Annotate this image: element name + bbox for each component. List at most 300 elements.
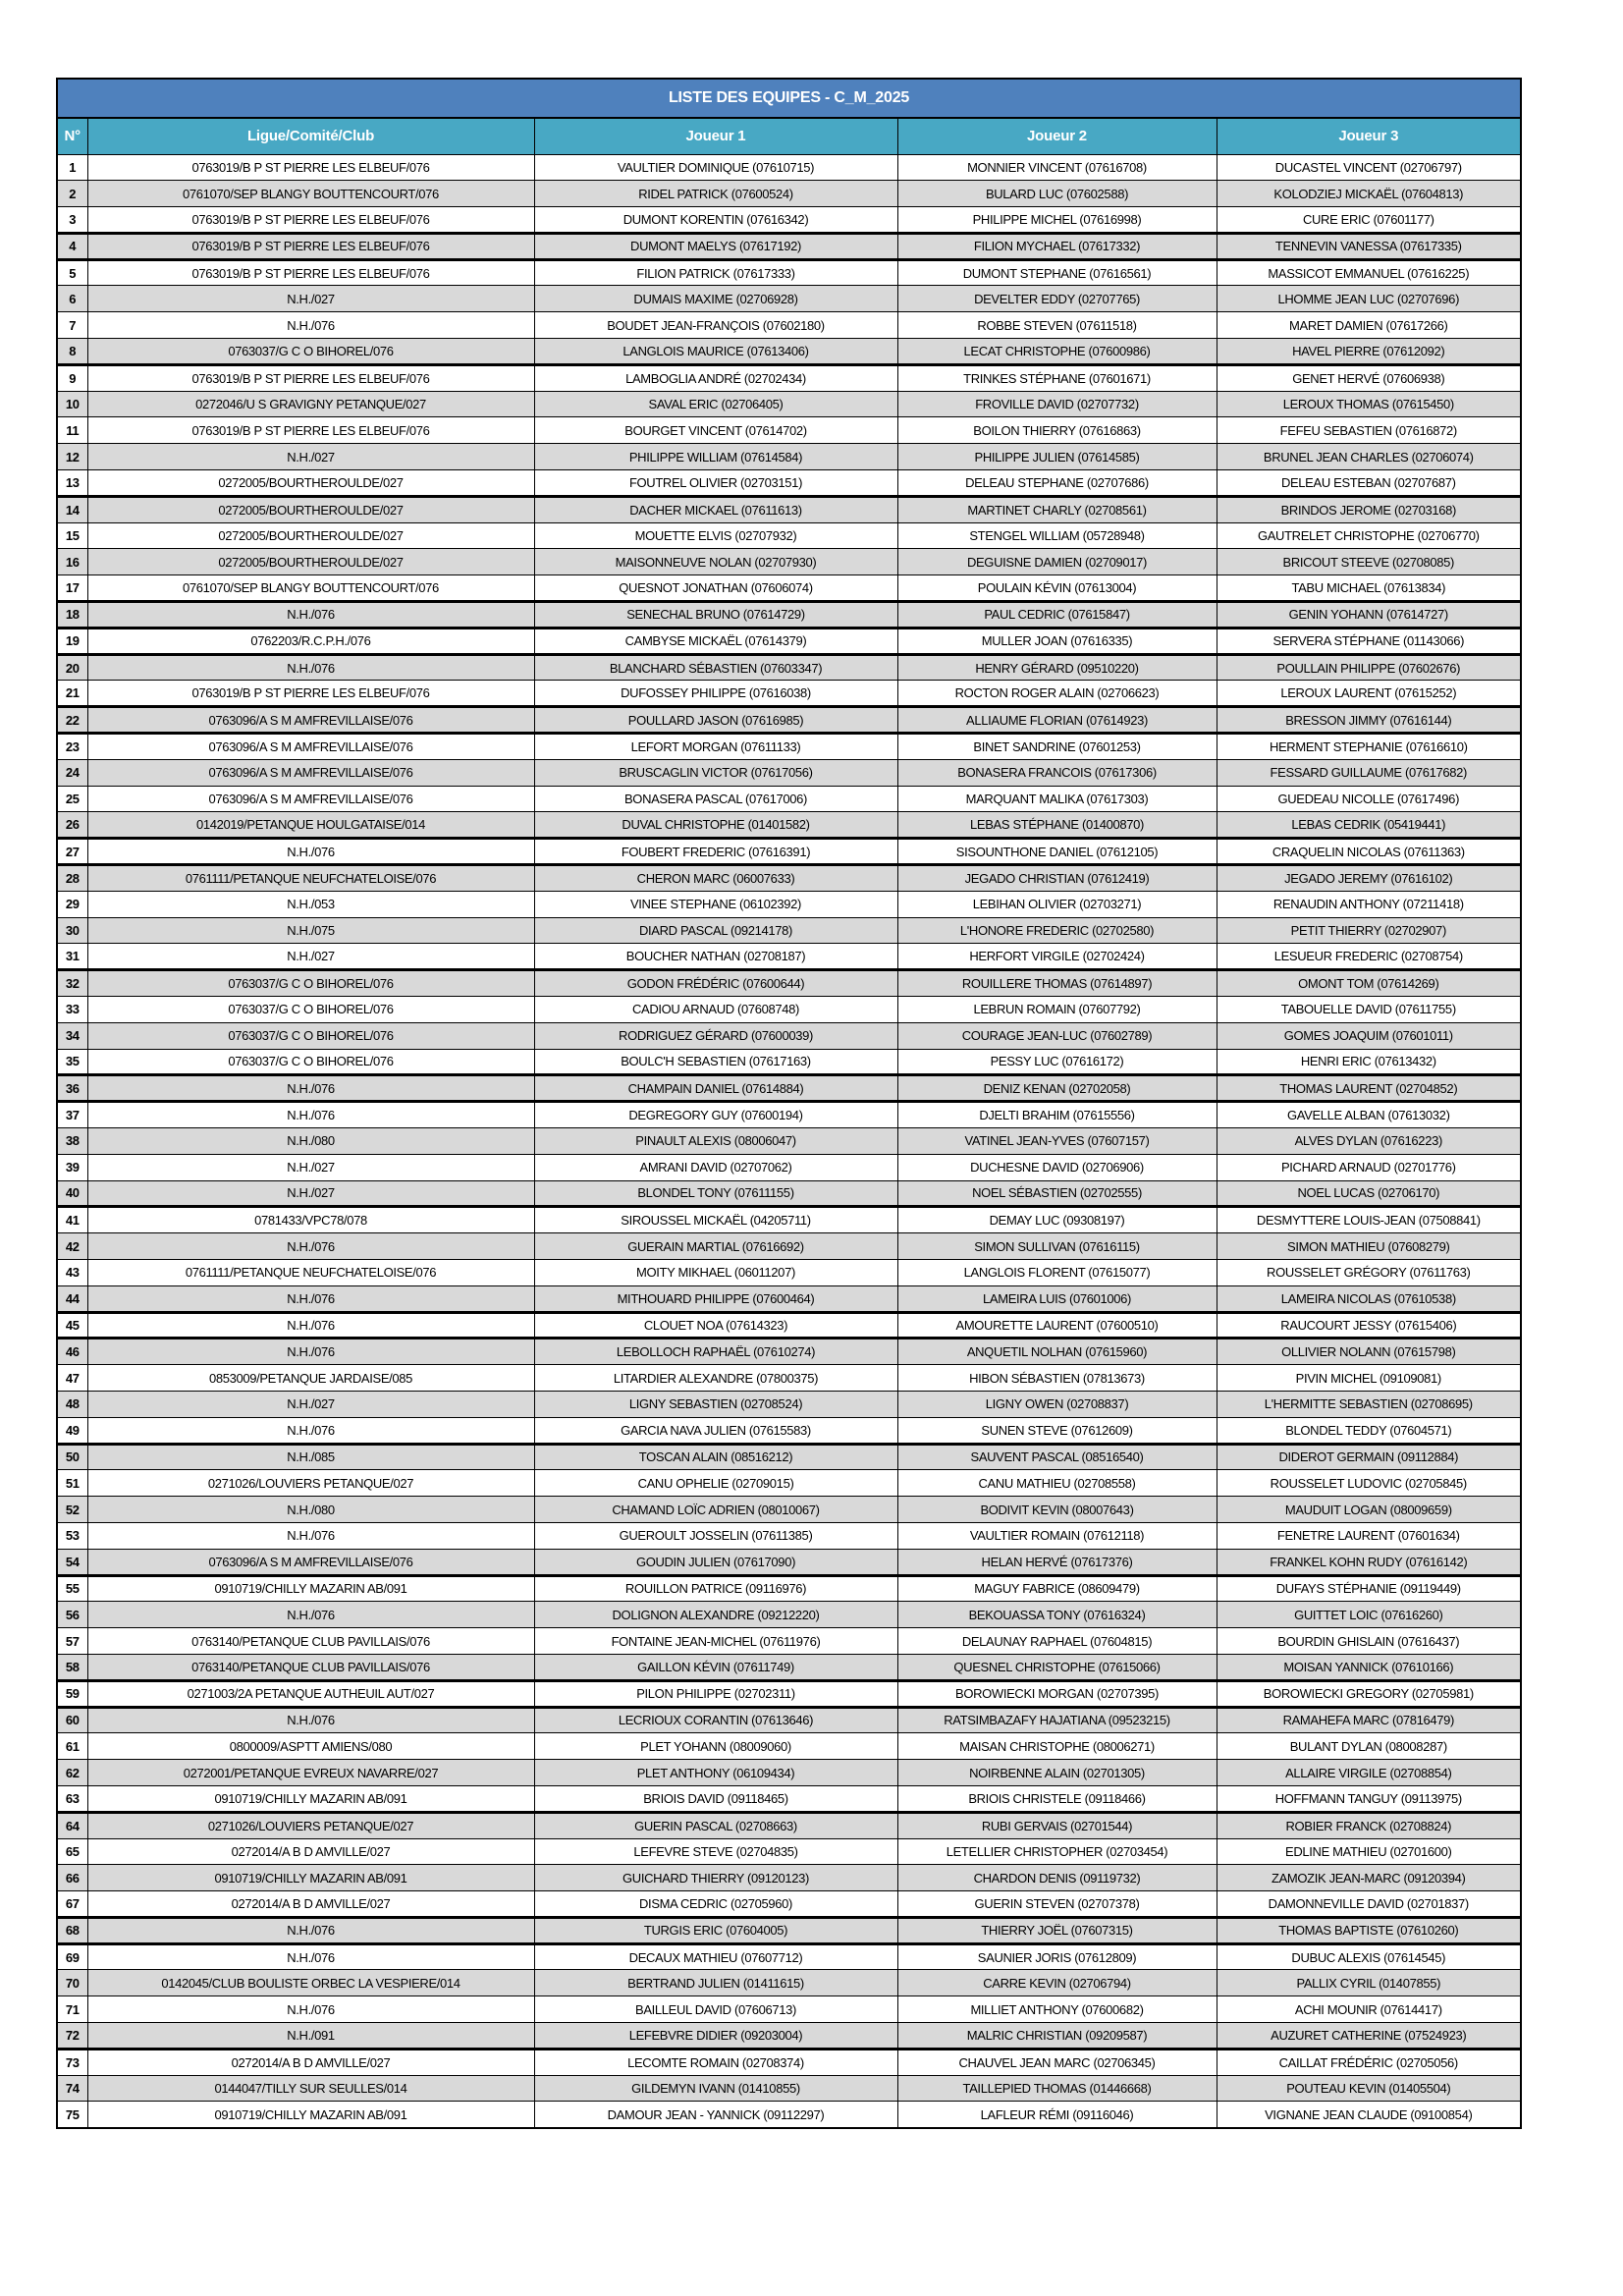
cell-club: 0763019/B P ST PIERRE LES ELBEUF/076 <box>87 259 534 286</box>
cell-joueur2: LECAT CHRISTOPHE (07600986) <box>897 339 1217 365</box>
cell-number: 46 <box>57 1339 87 1365</box>
cell-number: 55 <box>57 1575 87 1602</box>
table-row <box>57 1417 1521 1444</box>
cell-club: N.H./053 <box>87 891 534 917</box>
table-row <box>57 1522 1521 1549</box>
cell-joueur2: SAUNIER JORIS (07612809) <box>897 1943 1217 1970</box>
cell-joueur2: DELEAU STEPHANE (02707686) <box>897 470 1217 497</box>
cell-club: N.H./076 <box>87 1233 534 1260</box>
table-row <box>57 470 1521 497</box>
table-row <box>57 1154 1521 1180</box>
cell-joueur3: ROUSSELET LUDOVIC (02705845) <box>1217 1470 1521 1497</box>
cell-number: 16 <box>57 549 87 575</box>
table-row <box>57 2023 1521 2050</box>
table-row <box>57 207 1521 234</box>
cell-number: 8 <box>57 339 87 365</box>
cell-number: 14 <box>57 496 87 522</box>
cell-joueur3: TABU MICHAEL (07613834) <box>1217 575 1521 602</box>
cell-club: 0800009/ASPTT AMIENS/080 <box>87 1733 534 1760</box>
cell-club: N.H./076 <box>87 1339 534 1365</box>
table-row <box>57 1760 1521 1786</box>
cell-joueur2: ROBBE STEVEN (07611518) <box>897 312 1217 339</box>
cell-joueur1: SAVAL ERIC (02706405) <box>534 391 897 417</box>
cell-joueur3: VIGNANE JEAN CLAUDE (09100854) <box>1217 2102 1521 2128</box>
cell-joueur2: SISOUNTHONE DANIEL (07612105) <box>897 839 1217 865</box>
cell-joueur3: RENAUDIN ANTHONY (07211418) <box>1217 891 1521 917</box>
cell-joueur1: DECAUX MATHIEU (07607712) <box>534 1943 897 1970</box>
cell-club: 0763019/B P ST PIERRE LES ELBEUF/076 <box>87 417 534 444</box>
cell-club: N.H./027 <box>87 1180 534 1207</box>
cell-number: 60 <box>57 1707 87 1733</box>
cell-joueur2: BINET SANDRINE (07601253) <box>897 734 1217 760</box>
cell-joueur1: LECRIOUX CORANTIN (07613646) <box>534 1707 897 1733</box>
cell-number: 19 <box>57 628 87 654</box>
cell-joueur2: L'HONORE FREDERIC (02702580) <box>897 917 1217 944</box>
cell-joueur3: MARET DAMIEN (07617266) <box>1217 312 1521 339</box>
cell-joueur3: POULLAIN PHILIPPE (07602676) <box>1217 654 1521 681</box>
cell-joueur3: ACHI MOUNIR (07614417) <box>1217 1996 1521 2023</box>
cell-joueur3: LEBAS CEDRIK (05419441) <box>1217 812 1521 839</box>
cell-joueur1: CAMBYSE MICKAËL (07614379) <box>534 628 897 654</box>
table-row <box>57 734 1521 760</box>
cell-club: 0272046/U S GRAVIGNY PETANQUE/027 <box>87 391 534 417</box>
cell-club: 0763019/B P ST PIERRE LES ELBEUF/076 <box>87 233 534 259</box>
cell-joueur2: LEBAS STÉPHANE (01400870) <box>897 812 1217 839</box>
cell-number: 45 <box>57 1312 87 1339</box>
cell-joueur2: DEMAY LUC (09308197) <box>897 1207 1217 1233</box>
cell-joueur3: PICHARD ARNAUD (02701776) <box>1217 1154 1521 1180</box>
cell-number: 68 <box>57 1917 87 1943</box>
table-row <box>57 2102 1521 2128</box>
cell-joueur1: LEFEBVRE DIDIER (09203004) <box>534 2023 897 2050</box>
cell-joueur3: PALLIX CYRIL (01407855) <box>1217 1970 1521 1996</box>
cell-joueur2: ANQUETIL NOLHAN (07615960) <box>897 1339 1217 1365</box>
cell-number: 5 <box>57 259 87 286</box>
cell-joueur2: LAFLEUR RÉMI (09116046) <box>897 2102 1217 2128</box>
cell-joueur2: DEGUISNE DAMIEN (02709017) <box>897 549 1217 575</box>
table-row <box>57 786 1521 812</box>
table-row <box>57 891 1521 917</box>
cell-joueur2: DUCHESNE DAVID (02706906) <box>897 1154 1217 1180</box>
cell-joueur1: BLONDEL TONY (07611155) <box>534 1180 897 1207</box>
cell-joueur3: GUITTET LOIC (07616260) <box>1217 1602 1521 1628</box>
table-row <box>57 654 1521 681</box>
cell-number: 49 <box>57 1417 87 1444</box>
table-row <box>57 444 1521 470</box>
cell-number: 57 <box>57 1628 87 1655</box>
cell-number: 56 <box>57 1602 87 1628</box>
column-header-joueur1: Joueur 1 <box>534 118 897 154</box>
cell-joueur2: POULAIN KÉVIN (07613004) <box>897 575 1217 602</box>
cell-club: 0272005/BOURTHEROULDE/027 <box>87 496 534 522</box>
cell-joueur3: RAUCOURT JESSY (07615406) <box>1217 1312 1521 1339</box>
cell-club: 0761111/PETANQUE NEUFCHATELOISE/076 <box>87 1259 534 1285</box>
cell-club: 0763096/A S M AMFREVILLAISE/076 <box>87 759 534 786</box>
table-row <box>57 1180 1521 1207</box>
cell-club: N.H./076 <box>87 1996 534 2023</box>
cell-joueur1: VAULTIER DOMINIQUE (07610715) <box>534 154 897 181</box>
table-row <box>57 1207 1521 1233</box>
cell-joueur3: SERVERA STÉPHANE (01143066) <box>1217 628 1521 654</box>
cell-joueur3: BRINDOS JEROME (02703168) <box>1217 496 1521 522</box>
cell-club: 0761070/SEP BLANGY BOUTTENCOURT/076 <box>87 575 534 602</box>
table-row <box>57 2049 1521 2075</box>
cell-club: 0271003/2A PETANQUE AUTHEUIL AUT/027 <box>87 1680 534 1707</box>
cell-joueur3: AUZURET CATHERINE (07524923) <box>1217 2023 1521 2050</box>
cell-joueur3: TENNEVIN VANESSA (07617335) <box>1217 233 1521 259</box>
cell-number: 18 <box>57 602 87 629</box>
cell-joueur1: GARCIA NAVA JULIEN (07615583) <box>534 1417 897 1444</box>
cell-joueur2: PHILIPPE JULIEN (07614585) <box>897 444 1217 470</box>
cell-joueur2: DELAUNAY RAPHAEL (07604815) <box>897 1628 1217 1655</box>
cell-club: N.H./076 <box>87 1943 534 1970</box>
cell-joueur2: MARTINET CHARLY (02708561) <box>897 496 1217 522</box>
cell-club: N.H./076 <box>87 1417 534 1444</box>
cell-joueur2: SIMON SULLIVAN (07616115) <box>897 1233 1217 1260</box>
cell-joueur3: GENET HERVÉ (07606938) <box>1217 364 1521 391</box>
cell-number: 54 <box>57 1549 87 1575</box>
cell-joueur1: FONTAINE JEAN-MICHEL (07611976) <box>534 1628 897 1655</box>
cell-club: N.H./076 <box>87 654 534 681</box>
cell-number: 43 <box>57 1259 87 1285</box>
cell-club: 0910719/CHILLY MAZARIN AB/091 <box>87 1575 534 1602</box>
cell-joueur2: QUESNEL CHRISTOPHE (07615066) <box>897 1654 1217 1680</box>
cell-joueur2: TAILLEPIED THOMAS (01446668) <box>897 2075 1217 2102</box>
table-row <box>57 1812 1521 1838</box>
cell-number: 2 <box>57 181 87 207</box>
cell-joueur3: LESUEUR FREDERIC (02708754) <box>1217 944 1521 970</box>
cell-number: 51 <box>57 1470 87 1497</box>
cell-number: 50 <box>57 1444 87 1470</box>
cell-joueur2: CHAUVEL JEAN MARC (02706345) <box>897 2049 1217 2075</box>
cell-joueur1: LAMBOGLIA ANDRÉ (02702434) <box>534 364 897 391</box>
table-row <box>57 1838 1521 1865</box>
cell-joueur3: FESSARD GUILLAUME (07617682) <box>1217 759 1521 786</box>
table-row <box>57 286 1521 312</box>
cell-number: 6 <box>57 286 87 312</box>
cell-joueur3: FENETRE LAURENT (07601634) <box>1217 1522 1521 1549</box>
cell-joueur3: TABOUELLE DAVID (07611755) <box>1217 997 1521 1023</box>
cell-joueur1: PHILIPPE WILLIAM (07614584) <box>534 444 897 470</box>
cell-joueur1: AMRANI DAVID (02707062) <box>534 1154 897 1180</box>
cell-joueur3: MOISAN YANNICK (07610166) <box>1217 1654 1521 1680</box>
cell-joueur1: GILDEMYN IVANN (01410855) <box>534 2075 897 2102</box>
cell-joueur2: STENGEL WILLIAM (05728948) <box>897 522 1217 549</box>
cell-joueur1: MITHOUARD PHILIPPE (07600464) <box>534 1285 897 1312</box>
cell-joueur1: LECOMTE ROMAIN (02708374) <box>534 2049 897 2075</box>
cell-joueur1: BOUCHER NATHAN (02708187) <box>534 944 897 970</box>
cell-number: 39 <box>57 1154 87 1180</box>
table-row <box>57 1339 1521 1365</box>
table-row <box>57 917 1521 944</box>
table-row <box>57 944 1521 970</box>
cell-joueur3: LHOMME JEAN LUC (02707696) <box>1217 286 1521 312</box>
table-row <box>57 233 1521 259</box>
cell-number: 63 <box>57 1785 87 1812</box>
cell-joueur2: AMOURETTE LAURENT (07600510) <box>897 1312 1217 1339</box>
cell-club: 0762203/R.C.P.H./076 <box>87 628 534 654</box>
table-row <box>57 681 1521 707</box>
cell-number: 66 <box>57 1865 87 1891</box>
cell-joueur2: COURAGE JEAN-LUC (07602789) <box>897 1022 1217 1049</box>
cell-club: 0763037/G C O BIHOREL/076 <box>87 1049 534 1075</box>
cell-club: N.H./076 <box>87 602 534 629</box>
cell-joueur2: MULLER JOAN (07616335) <box>897 628 1217 654</box>
cell-club: 0144047/TILLY SUR SEULLES/014 <box>87 2075 534 2102</box>
cell-joueur2: LETELLIER CHRISTOPHER (02703454) <box>897 1838 1217 1865</box>
cell-joueur3: ALVES DYLAN (07616223) <box>1217 1127 1521 1154</box>
cell-joueur3: PIVIN MICHEL (09109081) <box>1217 1365 1521 1392</box>
cell-joueur3: MAUDUIT LOGAN (08009659) <box>1217 1497 1521 1523</box>
cell-number: 26 <box>57 812 87 839</box>
table-row <box>57 1654 1521 1680</box>
cell-joueur2: DUMONT STEPHANE (07616561) <box>897 259 1217 286</box>
cell-joueur3: JEGADO JEREMY (07616102) <box>1217 865 1521 892</box>
cell-number: 40 <box>57 1180 87 1207</box>
cell-joueur1: ROUILLON PATRICE (09116976) <box>534 1575 897 1602</box>
cell-club: N.H./076 <box>87 839 534 865</box>
cell-number: 37 <box>57 1102 87 1128</box>
cell-joueur2: FROVILLE DAVID (02707732) <box>897 391 1217 417</box>
cell-joueur3: BRUNEL JEAN CHARLES (02706074) <box>1217 444 1521 470</box>
table-row <box>57 1733 1521 1760</box>
cell-joueur3: BRESSON JIMMY (07616144) <box>1217 707 1521 734</box>
table-row <box>57 181 1521 207</box>
cell-club: 0142045/CLUB BOULISTE ORBEC LA VESPIERE/014 <box>87 1970 534 1996</box>
cell-club: N.H./080 <box>87 1497 534 1523</box>
cell-joueur1: PINAULT ALEXIS (08006047) <box>534 1127 897 1154</box>
cell-joueur3: ZAMOZIK JEAN-MARC (09120394) <box>1217 1865 1521 1891</box>
cell-club: 0763096/A S M AMFREVILLAISE/076 <box>87 1549 534 1575</box>
cell-number: 1 <box>57 154 87 181</box>
cell-joueur2: CHARDON DENIS (09119732) <box>897 1865 1217 1891</box>
cell-joueur1: DUVAL CHRISTOPHE (01401582) <box>534 812 897 839</box>
cell-joueur3: HAVEL PIERRE (07612092) <box>1217 339 1521 365</box>
cell-joueur3: GENIN YOHANN (07614727) <box>1217 602 1521 629</box>
cell-number: 10 <box>57 391 87 417</box>
cell-joueur1: PILON PHILIPPE (02702311) <box>534 1680 897 1707</box>
cell-number: 62 <box>57 1760 87 1786</box>
cell-club: 0763037/G C O BIHOREL/076 <box>87 339 534 365</box>
table-row <box>57 1707 1521 1733</box>
cell-number: 3 <box>57 207 87 234</box>
cell-number: 21 <box>57 681 87 707</box>
cell-joueur2: BOROWIECKI MORGAN (02707395) <box>897 1680 1217 1707</box>
cell-number: 38 <box>57 1127 87 1154</box>
cell-joueur2: DENIZ KENAN (02702058) <box>897 1075 1217 1102</box>
cell-club: 0761070/SEP BLANGY BOUTTENCOURT/076 <box>87 181 534 207</box>
cell-joueur1: GODON FRÉDÉRIC (07600644) <box>534 970 897 997</box>
cell-joueur1: DACHER MICKAEL (07611613) <box>534 496 897 522</box>
cell-joueur1: CLOUET NOA (07614323) <box>534 1312 897 1339</box>
cell-joueur1: QUESNOT JONATHAN (07606074) <box>534 575 897 602</box>
sheet <box>56 78 1520 2129</box>
cell-joueur3: POUTEAU KEVIN (01405504) <box>1217 2075 1521 2102</box>
table-row <box>57 1285 1521 1312</box>
cell-club: N.H./091 <box>87 2023 534 2050</box>
cell-club: N.H./080 <box>87 1127 534 1154</box>
cell-joueur1: BAILLEUL DAVID (07606713) <box>534 1996 897 2023</box>
table-row <box>57 628 1521 654</box>
cell-joueur1: PLET ANTHONY (06109434) <box>534 1760 897 1786</box>
cell-number: 34 <box>57 1022 87 1049</box>
cell-joueur1: LEFORT MORGAN (07611133) <box>534 734 897 760</box>
team-table <box>56 78 1522 2129</box>
table-row <box>57 259 1521 286</box>
cell-number: 12 <box>57 444 87 470</box>
column-header-joueur3: Joueur 3 <box>1217 118 1521 154</box>
cell-joueur1: LANGLOIS MAURICE (07613406) <box>534 339 897 365</box>
cell-number: 13 <box>57 470 87 497</box>
cell-number: 52 <box>57 1497 87 1523</box>
cell-joueur2: THIERRY JOËL (07607315) <box>897 1917 1217 1943</box>
cell-joueur2: HELAN HERVÉ (07617376) <box>897 1549 1217 1575</box>
cell-joueur2: MARQUANT MALIKA (07617303) <box>897 786 1217 812</box>
cell-number: 28 <box>57 865 87 892</box>
cell-joueur3: DELEAU ESTEBAN (02707687) <box>1217 470 1521 497</box>
cell-joueur1: MOUETTE ELVIS (02707932) <box>534 522 897 549</box>
cell-joueur3: FEFEU SEBASTIEN (07616872) <box>1217 417 1521 444</box>
cell-number: 23 <box>57 734 87 760</box>
table-row <box>57 417 1521 444</box>
table-row <box>57 1444 1521 1470</box>
cell-joueur3: BULANT DYLAN (08008287) <box>1217 1733 1521 1760</box>
table-row <box>57 1470 1521 1497</box>
cell-number: 47 <box>57 1365 87 1392</box>
cell-joueur1: BERTRAND JULIEN (01411615) <box>534 1970 897 1996</box>
cell-joueur2: HERFORT VIRGILE (02702424) <box>897 944 1217 970</box>
table-row <box>57 602 1521 629</box>
cell-joueur2: LEBIHAN OLIVIER (02703271) <box>897 891 1217 917</box>
cell-joueur1: BRUSCAGLIN VICTOR (07617056) <box>534 759 897 786</box>
cell-joueur1: GUERIN PASCAL (02708663) <box>534 1812 897 1838</box>
cell-joueur2: MAISAN CHRISTOPHE (08006271) <box>897 1733 1217 1760</box>
cell-club: 0761111/PETANQUE NEUFCHATELOISE/076 <box>87 865 534 892</box>
cell-joueur2: BONASERA FRANCOIS (07617306) <box>897 759 1217 786</box>
cell-club: 0763037/G C O BIHOREL/076 <box>87 970 534 997</box>
cell-joueur1: FOUBERT FREDERIC (07616391) <box>534 839 897 865</box>
table-row <box>57 1259 1521 1285</box>
cell-club: 0763019/B P ST PIERRE LES ELBEUF/076 <box>87 364 534 391</box>
cell-club: 0763140/PETANQUE CLUB PAVILLAIS/076 <box>87 1628 534 1655</box>
table-row <box>57 812 1521 839</box>
cell-joueur2: SAUVENT PASCAL (08516540) <box>897 1444 1217 1470</box>
cell-joueur3: GAVELLE ALBAN (07613032) <box>1217 1102 1521 1128</box>
cell-joueur3: OLLIVIER NOLANN (07615798) <box>1217 1339 1521 1365</box>
cell-number: 25 <box>57 786 87 812</box>
cell-joueur1: SIROUSSEL MICKAËL (04205711) <box>534 1207 897 1233</box>
cell-number: 58 <box>57 1654 87 1680</box>
table-row <box>57 839 1521 865</box>
cell-joueur1: GUICHARD THIERRY (09120123) <box>534 1865 897 1891</box>
table-row <box>57 970 1521 997</box>
cell-joueur1: DOLIGNON ALEXANDRE (09212220) <box>534 1602 897 1628</box>
cell-number: 74 <box>57 2075 87 2102</box>
cell-joueur2: MILLIET ANTHONY (07600682) <box>897 1996 1217 2023</box>
cell-number: 29 <box>57 891 87 917</box>
cell-joueur3: ROBIER FRANCK (02708824) <box>1217 1812 1521 1838</box>
table-row <box>57 154 1521 181</box>
cell-joueur2: BULARD LUC (07602588) <box>897 181 1217 207</box>
cell-joueur3: BRICOUT STEEVE (02708085) <box>1217 549 1521 575</box>
cell-joueur2: MALRIC CHRISTIAN (09209587) <box>897 2023 1217 2050</box>
cell-joueur3: ALLAIRE VIRGILE (02708854) <box>1217 1760 1521 1786</box>
cell-joueur3: RAMAHEFA MARC (07816479) <box>1217 1707 1521 1733</box>
cell-number: 27 <box>57 839 87 865</box>
cell-joueur1: DIARD PASCAL (09214178) <box>534 917 897 944</box>
team-table-body <box>57 154 1521 2128</box>
cell-club: 0910719/CHILLY MAZARIN AB/091 <box>87 2102 534 2128</box>
column-header-number: N° <box>57 118 87 154</box>
cell-joueur3: HENRI ERIC (07613432) <box>1217 1049 1521 1075</box>
cell-joueur1: FOUTREL OLIVIER (02703151) <box>534 470 897 497</box>
cell-joueur3: GAUTRELET CHRISTOPHE (02706770) <box>1217 522 1521 549</box>
cell-club: 0853009/PETANQUE JARDAISE/085 <box>87 1365 534 1392</box>
cell-joueur3: BLONDEL TEDDY (07604571) <box>1217 1417 1521 1444</box>
table-row <box>57 1917 1521 1943</box>
table-row <box>57 1365 1521 1392</box>
table-row <box>57 364 1521 391</box>
table-row <box>57 1022 1521 1049</box>
cell-number: 65 <box>57 1838 87 1865</box>
cell-club: N.H./027 <box>87 1154 534 1180</box>
cell-number: 20 <box>57 654 87 681</box>
cell-number: 64 <box>57 1812 87 1838</box>
table-row <box>57 1312 1521 1339</box>
table-row <box>57 1628 1521 1655</box>
cell-joueur1: SENECHAL BRUNO (07614729) <box>534 602 897 629</box>
cell-joueur2: MAGUY FABRICE (08609479) <box>897 1575 1217 1602</box>
cell-joueur3: CRAQUELIN NICOLAS (07611363) <box>1217 839 1521 865</box>
table-row <box>57 1996 1521 2023</box>
cell-joueur3: GUEDEAU NICOLLE (07617496) <box>1217 786 1521 812</box>
cell-joueur2: DJELTI BRAHIM (07615556) <box>897 1102 1217 1128</box>
cell-joueur2: CANU MATHIEU (02708558) <box>897 1470 1217 1497</box>
table-row <box>57 759 1521 786</box>
cell-joueur3: MASSICOT EMMANUEL (07616225) <box>1217 259 1521 286</box>
cell-club: N.H./027 <box>87 1391 534 1417</box>
cell-club: N.H./076 <box>87 1285 534 1312</box>
cell-joueur2: BEKOUASSA TONY (07616324) <box>897 1602 1217 1628</box>
cell-joueur2: ALLIAUME FLORIAN (07614923) <box>897 707 1217 734</box>
table-row <box>57 496 1521 522</box>
cell-joueur1: POULLARD JASON (07616985) <box>534 707 897 734</box>
cell-number: 35 <box>57 1049 87 1075</box>
table-row <box>57 522 1521 549</box>
cell-joueur2: VATINEL JEAN-YVES (07607157) <box>897 1127 1217 1154</box>
cell-joueur1: CHAMPAIN DANIEL (07614884) <box>534 1075 897 1102</box>
page-title: LISTE DES EQUIPES - C_M_2025 <box>57 79 1521 118</box>
column-header-row <box>57 118 1521 154</box>
cell-joueur1: DUFOSSEY PHILIPPE (07616038) <box>534 681 897 707</box>
cell-club: 0910719/CHILLY MAZARIN AB/091 <box>87 1785 534 1812</box>
cell-club: N.H./076 <box>87 1312 534 1339</box>
cell-joueur2: DEVELTER EDDY (02707765) <box>897 286 1217 312</box>
cell-joueur2: GUERIN STEVEN (02707378) <box>897 1891 1217 1918</box>
cell-number: 7 <box>57 312 87 339</box>
cell-joueur3: GOMES JOAQUIM (07601011) <box>1217 1022 1521 1049</box>
cell-club: 0272014/A B D AMVILLE/027 <box>87 2049 534 2075</box>
column-header-club: Ligue/Comité/Club <box>87 118 534 154</box>
table-row <box>57 1575 1521 1602</box>
cell-joueur1: LIGNY SEBASTIEN (02708524) <box>534 1391 897 1417</box>
cell-club: 0763037/G C O BIHOREL/076 <box>87 997 534 1023</box>
cell-joueur1: DUMONT KORENTIN (07616342) <box>534 207 897 234</box>
cell-joueur1: TOSCAN ALAIN (08516212) <box>534 1444 897 1470</box>
cell-club: 0763037/G C O BIHOREL/076 <box>87 1022 534 1049</box>
cell-joueur1: DUMONT MAELYS (07617192) <box>534 233 897 259</box>
cell-joueur3: LAMEIRA NICOLAS (07610538) <box>1217 1285 1521 1312</box>
